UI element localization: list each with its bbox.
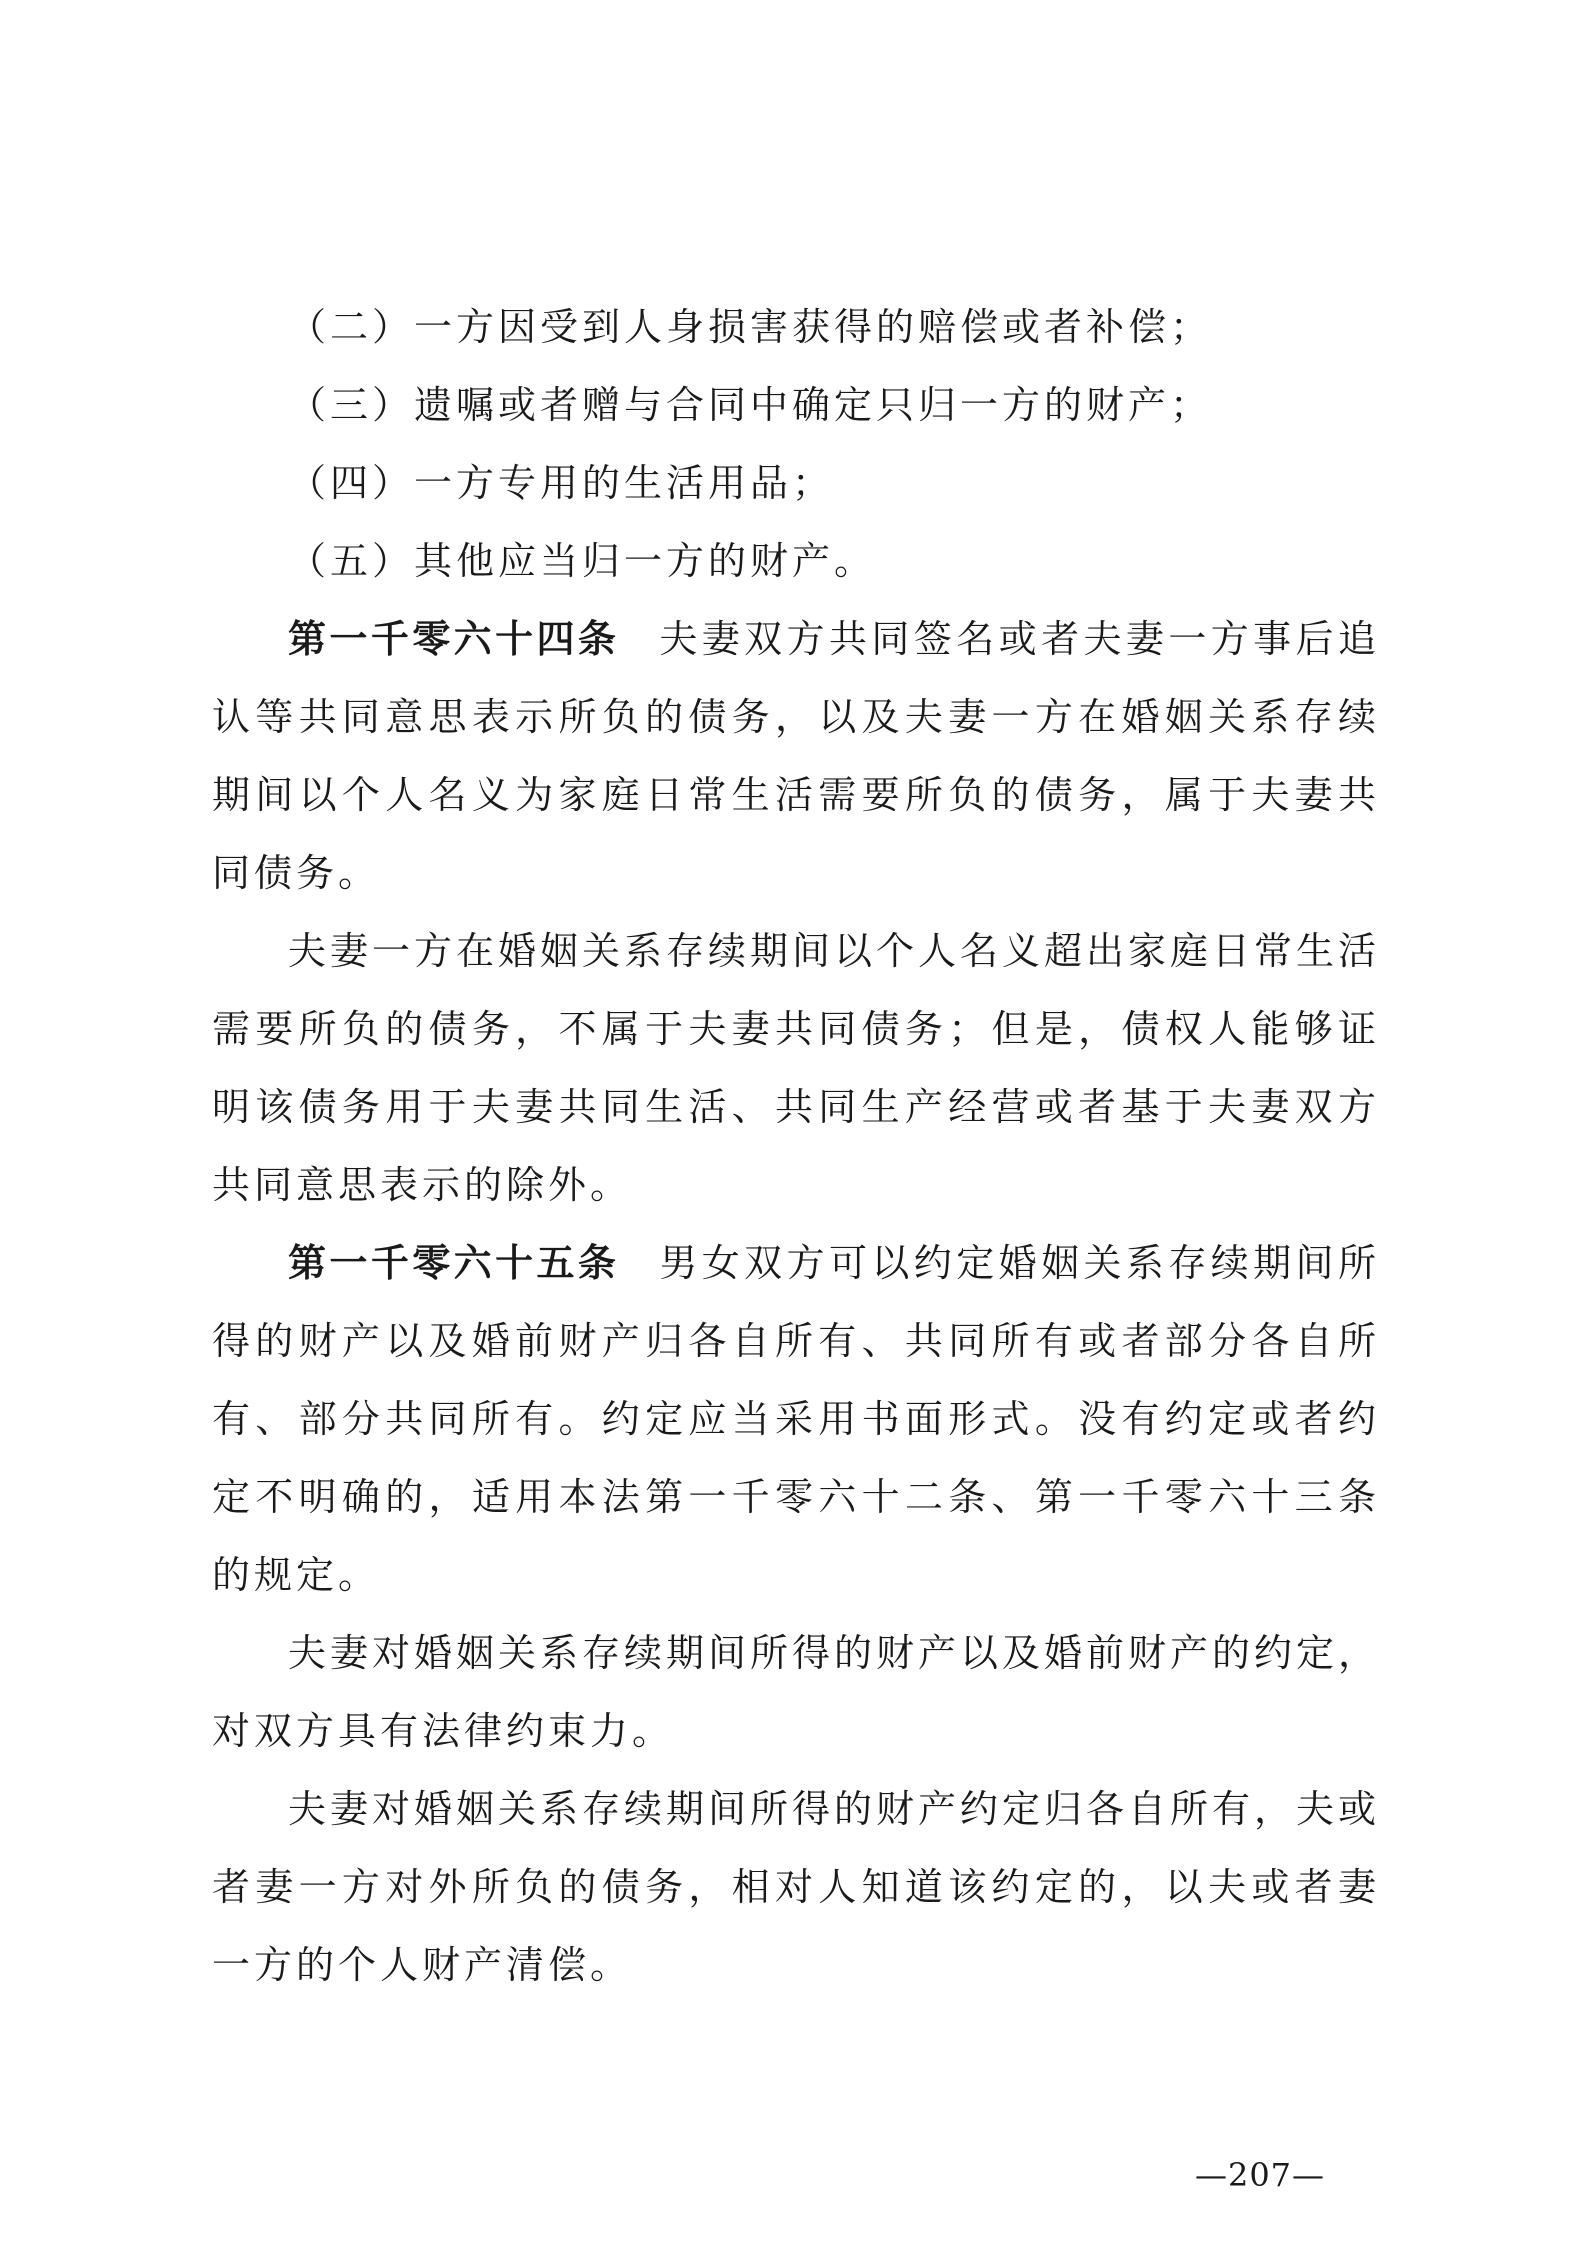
list-item: （二）一方因受到人身损害获得的赔偿或者补偿； [288, 305, 1213, 349]
article-1065-text: 男女双方可以约定婚姻关系存续期间所得的财产以及婚前财产归各自所有、共同所有或者部分各自所有、部分共同所有。约定应当采用书面形式。没有约定或者约定不明确的，适用本法第一千零六十二条、第一千零六十三条的规定。 [212, 1241, 1380, 1597]
article-1064-paragraph-2: 夫妻一方在婚姻关系存续期间以个人名义超出家庭日常生活需要所负的债务，不属于夫妻共同债务；但是，债权人能够证明该债务用于夫妻共同生活、共同生产经营或者基于夫妻双方共同意思表示的除外。 [212, 929, 1381, 1207]
list-item: （四）一方专用的生活用品； [288, 461, 835, 505]
article-1064-paragraph [212, 600, 1380, 912]
document-body [212, 288, 1380, 2004]
article-1065-paragraph [212, 1224, 1380, 1614]
article-1064-heading: 第一千零六十四条 [288, 617, 620, 661]
article-1065-heading: 第一千零六十五条 [288, 1241, 620, 1285]
article-1065-paragraph-2: 夫妻对婚姻关系存续期间所得的财产以及婚前财产的约定，对双方具有法律约束力。 [212, 1631, 1381, 1753]
list-item: （三）遗嘱或者赠与合同中确定只归一方的财产； [288, 383, 1213, 427]
article-1064-text: 夫妻双方共同签名或者夫妻一方事后追认等共同意思表示所负的债务，以及夫妻一方在婚姻关系存续期间以个人名义为家庭日常生活需要所负的债务，属于夫妻共同债务。 [212, 617, 1380, 895]
page-number: —207— [1194, 2156, 1326, 2194]
article-1065-paragraph-3: 夫妻对婚姻关系存续期间所得的财产约定归各自所有，夫或者妻一方对外所负的债务，相对人知道该约定的，以夫或者妻一方的个人财产清偿。 [212, 1787, 1381, 1987]
list-item: （五）其他应当归一方的财产。 [288, 539, 877, 583]
